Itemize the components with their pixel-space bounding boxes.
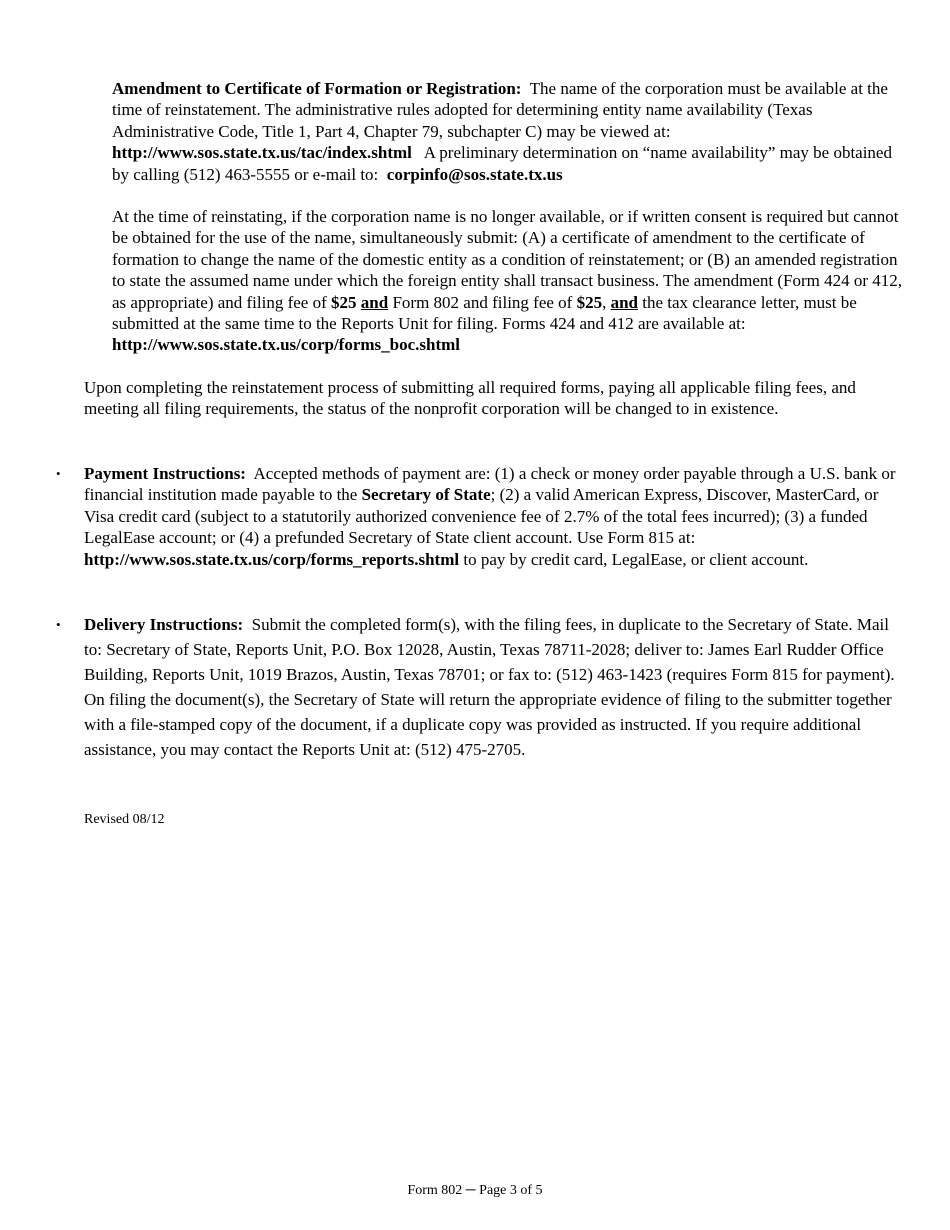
- bullet-icon: •: [56, 466, 61, 481]
- payment-instructions-item: [56, 463, 902, 570]
- payment-heading: Payment Instructions:: [84, 464, 246, 483]
- delivery-heading: Delivery Instructions:: [84, 615, 244, 634]
- reinstating-text-3: the tax clearance letter, must be submitted at the same time to the Reports Unit for filing. Forms 424 and 412 are available at:: [112, 292, 857, 334]
- amendment-heading: Amendment to Certificate of Formation or Registration:: [112, 79, 522, 98]
- payee-name: Secretary of State: [361, 485, 491, 505]
- forms-reports-link[interactable]: http://www.sos.state.tx.us/corp/forms_reports.shtml: [84, 549, 460, 569]
- reinstating-paragraph: [112, 206, 902, 356]
- amendment-text-2: A preliminary determination on “name availability” may be obtained by calling (512) 463-5555 or e-mail to:: [112, 143, 892, 184]
- forms-boc-link[interactable]: http://www.sos.state.tx.us/corp/forms_boc.shtml: [112, 335, 461, 355]
- reinstating-text-1: At the time of reinstating, if the corporation name is no longer available, or if written consent is required but cannot be obtained for the use of the name, simultaneously submit: (A) a certificate of amendment to the certificate of formation to change the name of the domestic entity as a condition of reinstatement; or (B) an amended registration to state the assumed name under which the foreign entity shall transact business. The amendment (Form 424 or 412, as appropriate) and filing fee of: [112, 207, 903, 312]
- page-footer: Form 802 ─ Page 3 of 5: [407, 1183, 543, 1198]
- amendment-paragraph: [112, 78, 902, 185]
- form-802-fee: $25: [576, 292, 603, 312]
- and-emphasis-2: and: [610, 292, 639, 312]
- and-emphasis-1: and: [360, 292, 389, 312]
- amendment-text-1: The name of the corporation must be available at the time of reinstatement. The administrative rules adopted for determining entity name availability (Texas Administrative Code, Title 1, Part 4, Chapter 79, subchapter C) may be viewed at:: [112, 79, 888, 141]
- payment-text-1: Accepted methods of payment are: (1) a check or money order payable through a U.S. bank or financial institution made payable to the: [84, 464, 896, 505]
- bullet-icon: •: [56, 617, 61, 632]
- delivery-text: Submit the completed form(s), with the filing fees, in duplicate to the Secretary of State. Mail to: Secretary of State, Reports Unit, P.O. Box 12028, Austin, Texas 78711-2028; deliver to: James Earl Rudder Office Building, Reports Unit, 1019 Brazos, Austin, Texas 78701; or fax to: (512) 463-1423 (requires Form 815 for payment). On filing the document(s), the Secretary of State will return the appropriate evidence of filing to the submitter together with a file-stamped copy of the document, if a duplicate copy was provided as instructed. If you require additional assistance, you may contact the Reports Unit at: (512) 475-2705.: [84, 615, 895, 759]
- payment-text-2: ; (2) a valid American Express, Discover, MasterCard, or Visa credit card (subject to a statutorily authorized convenience fee of 2.7% of the total fees incurred); (3) a funded LegalEase account; or (4) a prefunded Secretary of State client account. Use Form 815 at:: [84, 485, 879, 548]
- revision-date: Revised 08/12: [84, 812, 165, 827]
- completion-paragraph: Upon completing the reinstatement process of submitting all required forms, paying all applicable filing fees, and meeting all filing requirements, the status of the nonprofit corporation will be changed to in existence.: [84, 378, 856, 419]
- reinstating-text-2: Form 802 and filing fee of: [392, 292, 573, 312]
- payment-text-3: to pay by credit card, LegalEase, or client account.: [463, 549, 809, 569]
- amendment-fee: $25: [331, 292, 357, 312]
- delivery-instructions-item: [56, 612, 902, 762]
- comma: ,: [602, 292, 607, 312]
- corpinfo-email-link[interactable]: corpinfo@sos.state.tx.us: [386, 164, 563, 184]
- tac-rules-link[interactable]: http://www.sos.state.tx.us/tac/index.shtml: [112, 143, 412, 163]
